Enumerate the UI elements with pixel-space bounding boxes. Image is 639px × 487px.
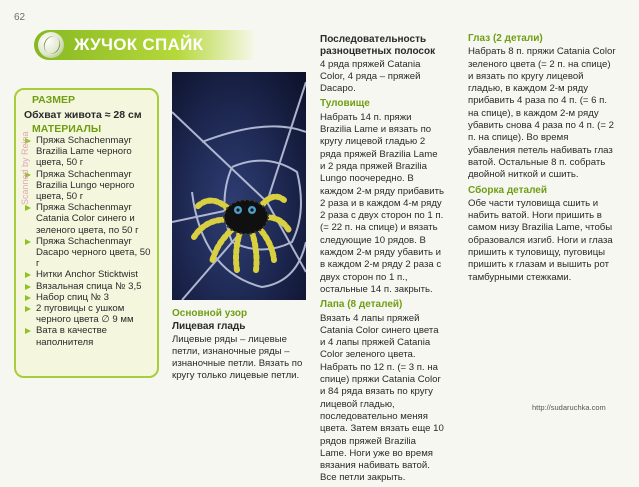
eyes-text: Набрать 8 п. пряжи Catania Color зеленого цвета (= 2 п. на спице) и вязать по кругу лицевой гладью, в каждом 2-м ряду прибавить 4 раза по 4 п. (= 6 п. на спице), в каждом 2-м ряду убавить снова 4 раза по 4 п. (= 2 п. на спице). Во время убавления петель набивать глаз ватой. Остальные 8 п. собрать двойной ниткой и сшить. bbox=[468, 46, 616, 181]
column-a bbox=[172, 305, 310, 385]
list-item: Нитки Anchor Sticktwist bbox=[24, 269, 151, 280]
list-item: Набор спиц № 3 bbox=[24, 292, 151, 303]
list-item: Пряжа Schachenmayr Brazilia Lame черного цвета, 50 г bbox=[24, 135, 151, 169]
column-b bbox=[320, 34, 444, 487]
spider-icon bbox=[194, 197, 290, 270]
watermark: Scanned by Reina bbox=[20, 131, 30, 205]
legs-heading: Лапа (8 деталей) bbox=[320, 299, 403, 311]
list-item: 2 пуговицы с ушком черного цвета ∅ 9 мм bbox=[24, 303, 151, 325]
assembly-text: Обе части туловища сшить и набить ватой. Ноги пришить в самом низу Brazilia Lame, чтобы образовался изгиб. Ноги и глаза пришить к туловищу, пуговицы пришить к глазам и вышить рот тамбурными стежками. bbox=[468, 197, 613, 283]
yarn-ball-icon bbox=[38, 32, 64, 58]
pattern-heading: Основной узор bbox=[172, 308, 248, 319]
materials-list bbox=[24, 135, 151, 348]
body-heading: Туловище bbox=[320, 98, 370, 110]
pattern-text: Лицевые ряды – лицевые петли, изнаночные ряды – изнаночные петли. Вязать по кругу только лицевые петли. bbox=[172, 333, 303, 382]
page-title: ЖУЧОК СПАЙК bbox=[74, 35, 204, 54]
body-text: Набрать 14 п. пряжи Brazilia Lame и вязать по кругу лицевой гладью 2 ряда пряжей Brazilia Lame и 2 ряда пряжей Brazilia Lungo поочередно. В каждом 2-м ряду прибавить 2 раза и в каждом 4-м ряду 2 раза с двух сторон по 1 п. (= 22 п. на спице) и вязать следующие 10 рядов. В каждом 2-м ряду убавить и в каждом 2-м ряду 2 раза с двух сторон по 1 п., остальные 14 п. закрыть. bbox=[320, 111, 444, 295]
title-bar bbox=[34, 30, 254, 60]
spider-photo bbox=[172, 72, 306, 300]
legs-text: Вязать 4 лапы пряжей Catania Color синего цвета и 4 лапы пряжей Catania Color зеленого цвета. Набрать по 12 п. (= 3 п. на спице) пряжи Catania Color и 84 ряда вязать по кругу лицевой гладью, последовательно меняя цвета. Затем вязать еще 10 рядов пряжей Brazilia Lame. Ноги уже во время вязания набивать ватой. Все петли закрыть. bbox=[320, 312, 444, 484]
eyes-heading: Глаз (2 детали) bbox=[468, 33, 543, 44]
source-url: http://sudaruchka.com bbox=[532, 403, 606, 412]
list-item: Вязальная спица № 3,5 bbox=[24, 281, 151, 292]
stripes-text: 4 ряда пряжей Catania Color, 4 ряда – пряжей Dacapo. bbox=[320, 58, 421, 95]
list-item: Пряжа Schachenmayr Catania Color синего и зеленого цвета, по 50 г bbox=[24, 202, 151, 236]
list-item: Пряжа Schachenmayr Dacapo черного цвета, 50 г bbox=[24, 236, 151, 270]
materials-heading: МАТЕРИАЛЫ bbox=[32, 123, 102, 135]
column-c bbox=[468, 30, 618, 286]
list-item: Пряжа Schachenmayr Brazilia Lungo черного цвета, 50 г bbox=[24, 169, 151, 203]
materials-box bbox=[14, 88, 159, 378]
assembly-heading: Сборка деталей bbox=[468, 184, 547, 196]
size-heading: РАЗМЕР bbox=[32, 94, 75, 106]
belly-size: Обхват живота ≈ 28 см bbox=[24, 109, 142, 121]
pattern-subheading: Лицевая гладь bbox=[172, 321, 246, 333]
stripes-heading: Последовательность разноцветных полосок bbox=[320, 34, 436, 58]
page-number: 62 bbox=[14, 12, 26, 23]
list-item: Вата в качестве наполнителя bbox=[24, 325, 151, 347]
spider-illustration bbox=[172, 72, 306, 300]
